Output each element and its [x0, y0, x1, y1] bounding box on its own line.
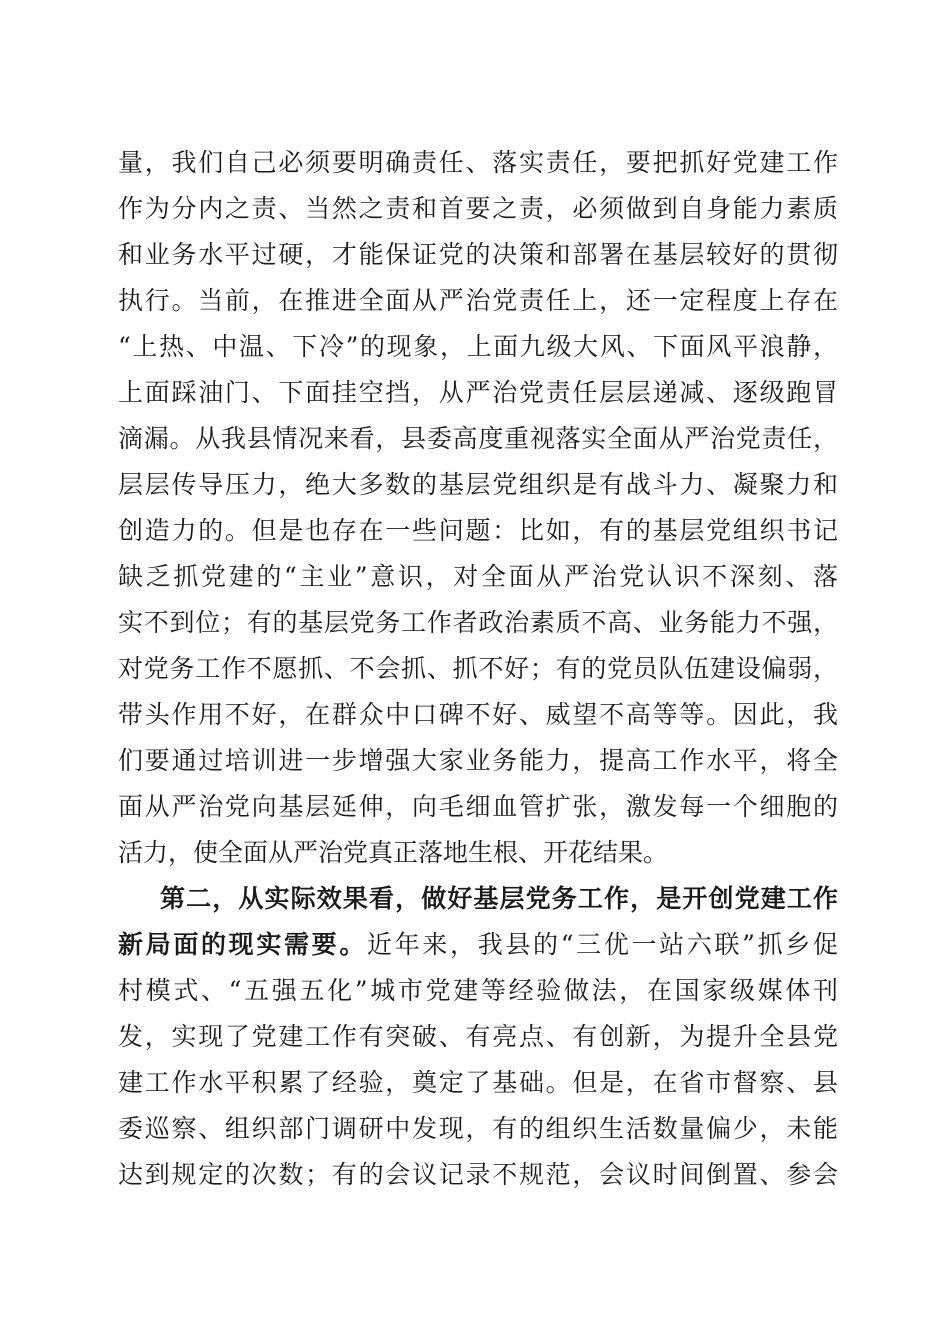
text-line: 对党务工作不愿抓、不会抓、抓不好；有的党员队伍建设偏弱，	[118, 654, 838, 683]
text-span: 近年来，我县的“三优一站六联”抓乡促	[367, 930, 838, 959]
text-line: 滴漏。从我县情况来看，县委高度重视落实全面从严治党责任，	[118, 424, 838, 453]
text-line: 实不到位；有的基层党务工作者政治素质不高、业务能力不强，	[118, 608, 838, 637]
text-line: 和业务水平过硬，才能保证党的决策和部署在基层较好的贯彻	[118, 240, 838, 269]
text-line: 建工作水平积累了经验，奠定了基础。但是，在省市督察、县	[118, 1068, 838, 1097]
text-line: 们要通过培训进一步增强大家业务能力，提高工作水平，将全	[118, 746, 838, 775]
text-line: 缺乏抓党建的“主业”意识，对全面从严治党认识不深刻、落	[118, 562, 838, 591]
text-line: 面从严治党向基层延伸，向毛细血管扩张，激发每一个细胞的	[118, 792, 838, 821]
section-heading-tail: 新局面的现实需要。	[118, 930, 368, 959]
paragraph-2	[118, 876, 838, 1198]
text-line	[118, 922, 838, 968]
text-line: 上面踩油门、下面挂空挡，从严治党责任层层递减、逐级跑冒	[118, 378, 838, 407]
text-line: 创造力的。但是也存在一些问题：比如，有的基层党组织书记	[118, 516, 838, 545]
text-line: 作为分内之责、当然之责和首要之责，必须做到自身能力素质	[118, 194, 838, 223]
text-line: 活力，使全面从严治党真正落地生根、开花结果。	[118, 838, 669, 867]
text-line: 达到规定的次数；有的会议记录不规范，会议时间倒置、参会	[118, 1160, 838, 1189]
document-body	[118, 140, 838, 1198]
text-line: “上热、中温、下冷”的现象，上面九级大风、下面风平浪静，	[118, 332, 838, 361]
text-line: 发，实现了党建工作有突破、有亮点、有创新，为提升全县党	[118, 1022, 838, 1051]
section-heading-line: 第二，从实际效果看，做好基层党务工作，是开创党建工作	[160, 884, 838, 913]
text-line: 执行。当前，在推进全面从严治党责任上，还一定程度上存在	[118, 286, 838, 315]
text-line: 量，我们自己必须要明确责任、落实责任，要把抓好党建工作	[118, 148, 838, 177]
paragraph-1	[118, 140, 838, 876]
text-line: 村模式、“五强五化”城市党建等经验做法，在国家级媒体刊	[118, 976, 838, 1005]
text-line: 带头作用不好，在群众中口碑不好、威望不高等等。因此，我	[118, 700, 838, 729]
text-line: 层层传导压力，绝大多数的基层党组织是有战斗力、凝聚力和	[118, 470, 838, 499]
text-line: 委巡察、组织部门调研中发现，有的组织生活数量偏少，未能	[118, 1114, 838, 1143]
